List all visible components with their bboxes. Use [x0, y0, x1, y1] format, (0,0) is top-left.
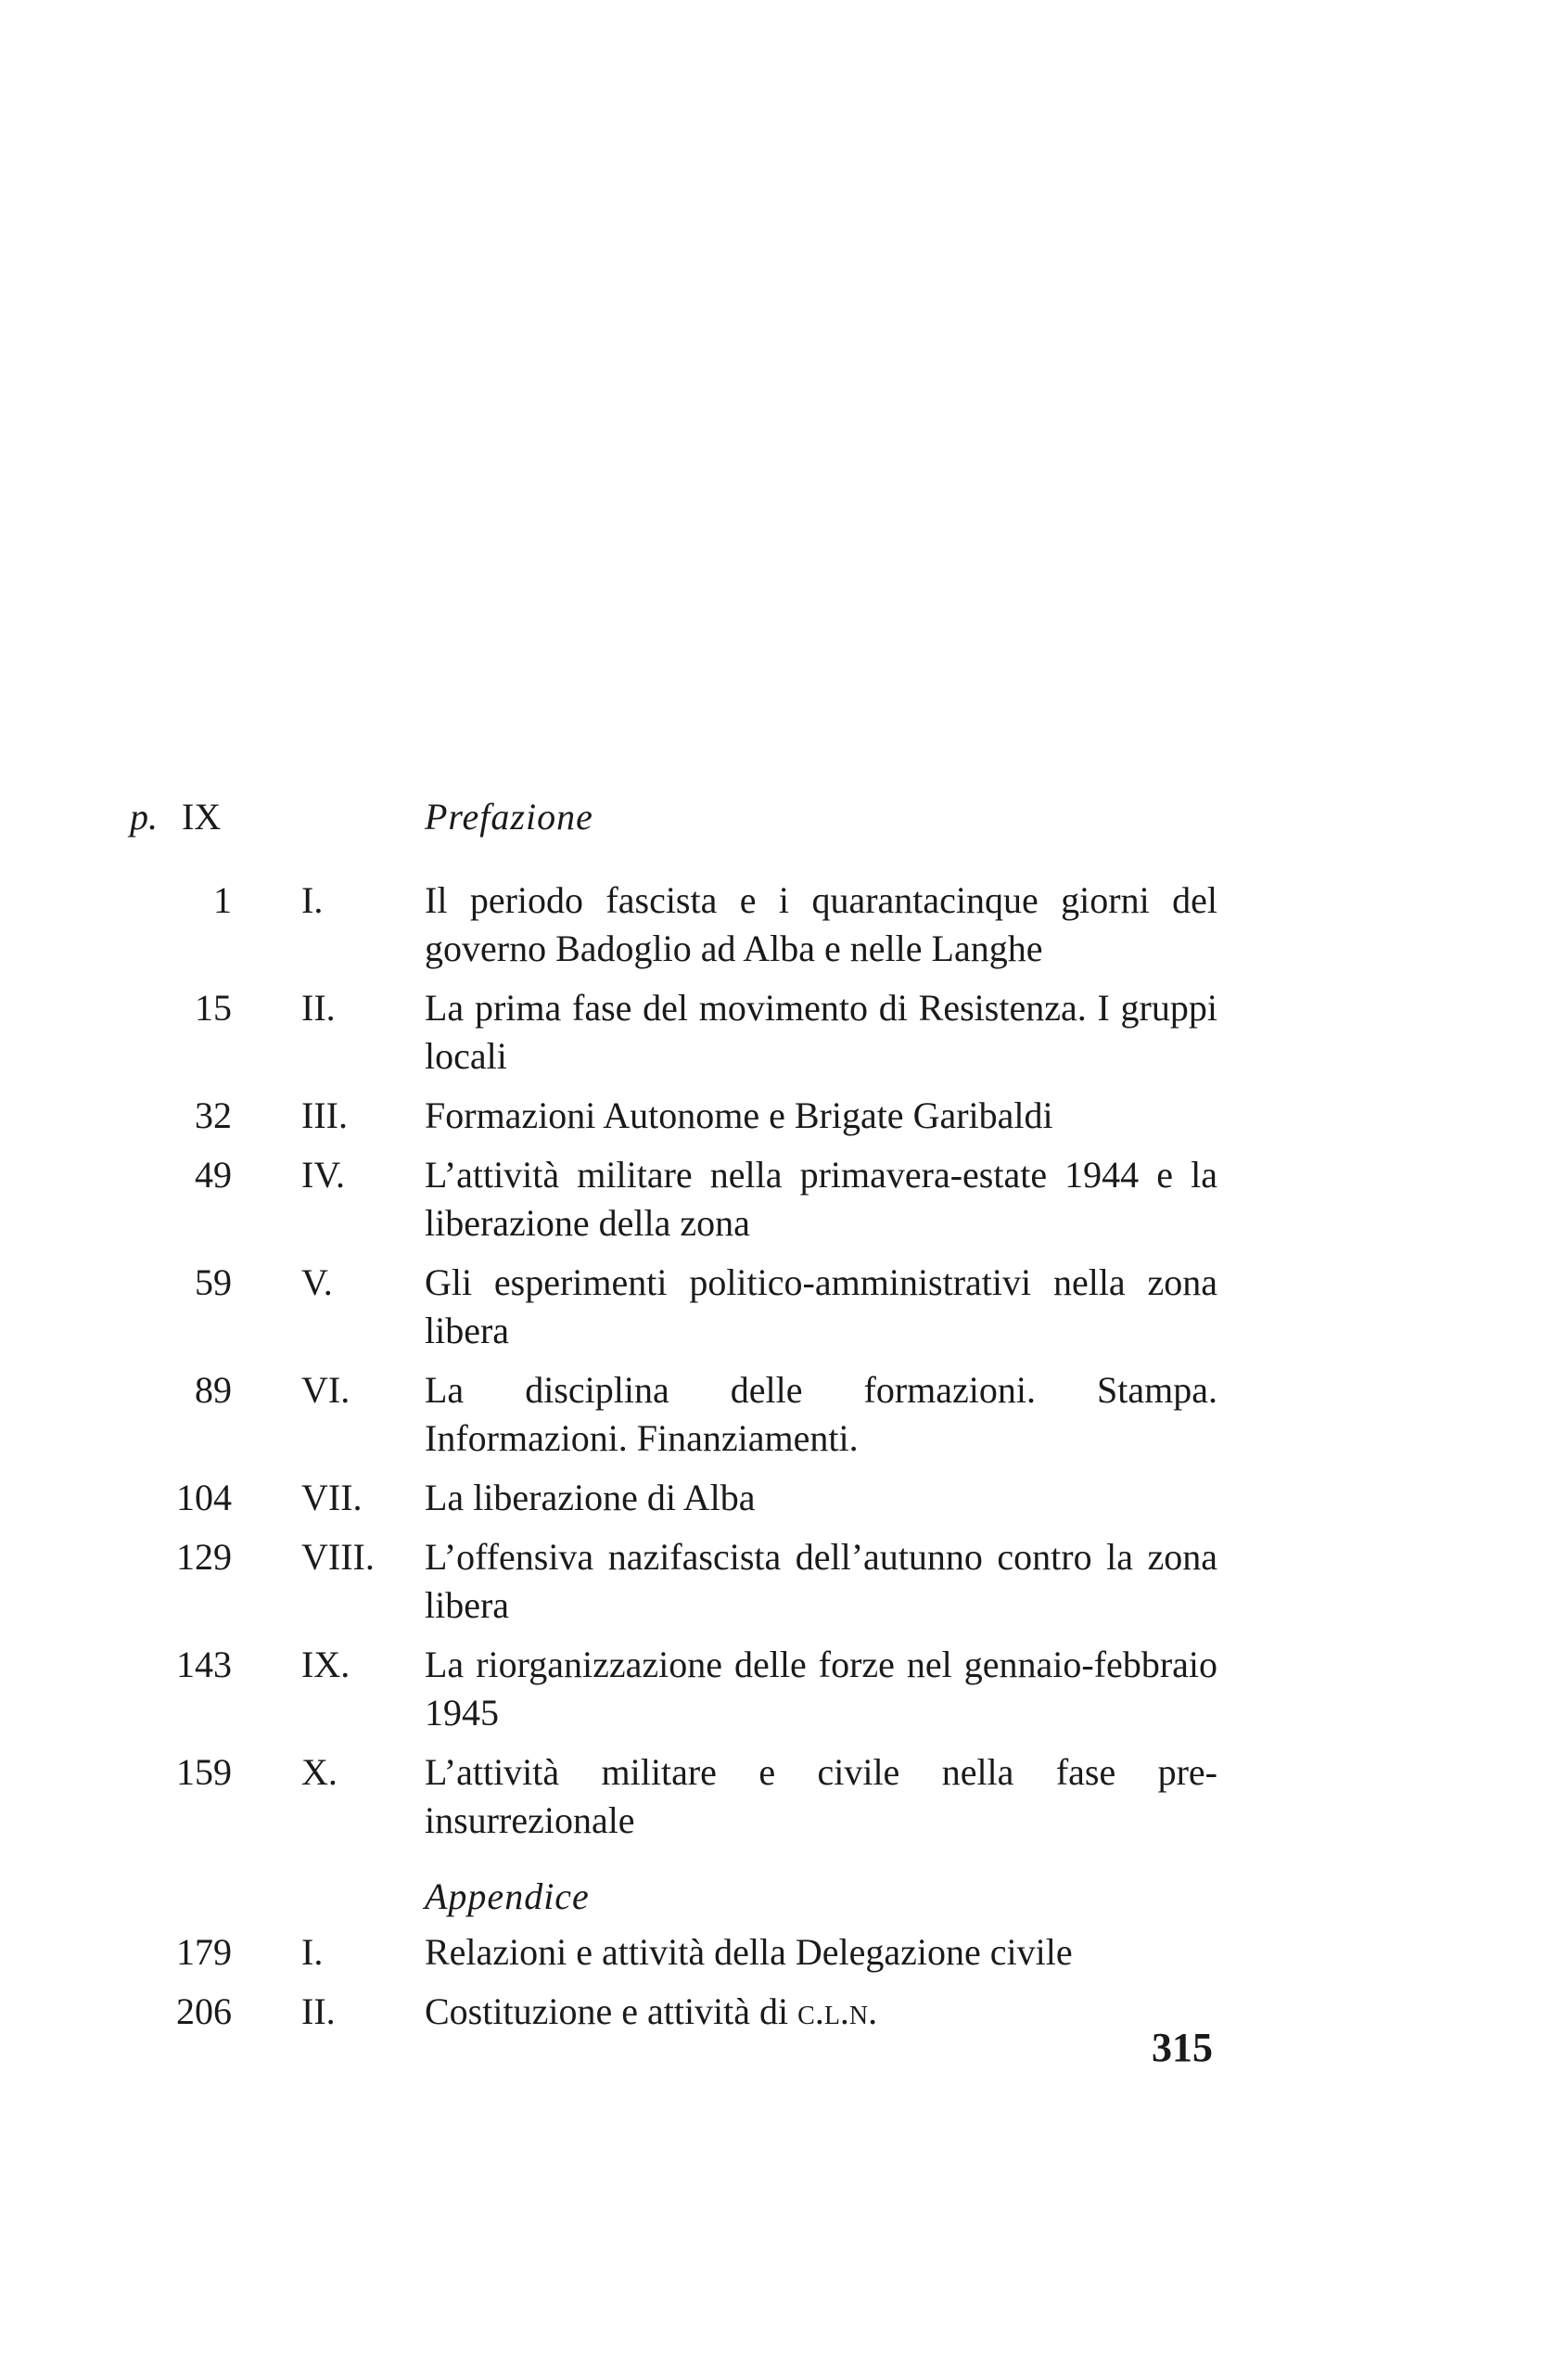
toc-appendix-numeral: II. [301, 1990, 336, 2032]
toc-page-number: 1 [213, 879, 232, 921]
toc-chapter-title: La riorganizzazione delle forze nel gennaio-febbraio 1945 [425, 1644, 1217, 1734]
toc-chapter-title: Formazioni Autonome e Brigate Garibaldi [425, 1094, 1053, 1136]
toc-entry [130, 1259, 1224, 1355]
toc-appendix-title-abbrev: c.l.n. [797, 1990, 878, 2032]
toc-page-number: 49 [195, 1154, 232, 1196]
toc-entry [130, 1151, 1224, 1248]
toc-appendix-entry [130, 1928, 1224, 1977]
toc-page-number: 89 [195, 1369, 232, 1411]
toc-chapter-numeral: I. [301, 879, 324, 921]
toc-page-number: 32 [195, 1094, 232, 1136]
toc-chapter-numeral: III. [301, 1094, 348, 1136]
toc-chapter-title: La prima fase del movimento di Resistenza. I gruppi locali [425, 987, 1217, 1077]
toc-appendix-entry [130, 1988, 1224, 2036]
toc-appendix-title: Relazioni e attività della Delegazione civile [425, 1931, 1073, 1973]
toc-entry [130, 1748, 1224, 1845]
toc-chapter-numeral: VI. [301, 1369, 350, 1411]
toc-entry [130, 1474, 1224, 1522]
toc-page-number: 206 [176, 1990, 232, 2032]
toc-appendix-title [425, 1988, 1217, 2036]
toc-preface-title: Prefazione [425, 796, 593, 838]
toc-chapter-numeral: X. [301, 1751, 338, 1793]
toc-chapter-numeral: VII. [301, 1477, 363, 1518]
toc-appendix-heading: Appendice [425, 1875, 590, 1917]
toc-appendix-heading-row [130, 1873, 1224, 1921]
table-of-contents [130, 793, 1224, 2036]
toc-entry [130, 984, 1224, 1081]
toc-chapter-numeral: V. [301, 1261, 333, 1303]
toc-page-number: 129 [176, 1536, 232, 1578]
toc-entry [130, 1641, 1224, 1737]
preface-page: IX [182, 796, 222, 838]
toc-chapter-title: L’attività militare nella primavera-estate 1944 e la liberazione della zona [425, 1154, 1217, 1244]
toc-page-number: 143 [176, 1644, 232, 1685]
toc-chapter-numeral: IV. [301, 1154, 346, 1196]
toc-chapter-numeral: II. [301, 987, 336, 1029]
toc-preface-row [130, 793, 1224, 841]
toc-page-number: 104 [176, 1477, 232, 1518]
toc-entry [130, 877, 1224, 973]
toc-chapter-numeral: IX. [301, 1644, 350, 1685]
toc-page-number: 179 [176, 1931, 232, 1973]
toc-entry [130, 1533, 1224, 1630]
toc-appendix-title-text: Costituzione e attività di [425, 1990, 798, 2032]
toc-entry [130, 1092, 1224, 1140]
toc-entry [130, 1366, 1224, 1463]
toc-page-number [130, 793, 232, 841]
toc-appendix-numeral: I. [301, 1931, 324, 1973]
page-number-folio: 315 [1152, 2025, 1213, 2070]
toc-chapter-title: Gli esperimenti politico-amministrativi nella zona libera [425, 1261, 1217, 1351]
page-prefix: p. [130, 796, 158, 838]
toc-chapter-numeral: VIII. [301, 1536, 375, 1578]
toc-chapter-title: La liberazione di Alba [425, 1477, 756, 1518]
toc-chapter-title: La disciplina delle formazioni. Stampa. Informazioni. Finanziamenti. [425, 1369, 1217, 1459]
toc-page-number: 159 [176, 1751, 232, 1793]
toc-page-number: 15 [195, 987, 232, 1029]
toc-chapter-title: Il periodo fascista e i quarantacinque giorni del governo Badoglio ad Alba e nelle Langhe [425, 879, 1217, 969]
toc-chapter-title: L’offensiva nazifascista dell’autunno contro la zona libera [425, 1536, 1217, 1626]
toc-page-number: 59 [195, 1261, 232, 1303]
toc-chapter-title: L’attività militare e civile nella fase pre-insurrezionale [425, 1751, 1217, 1841]
